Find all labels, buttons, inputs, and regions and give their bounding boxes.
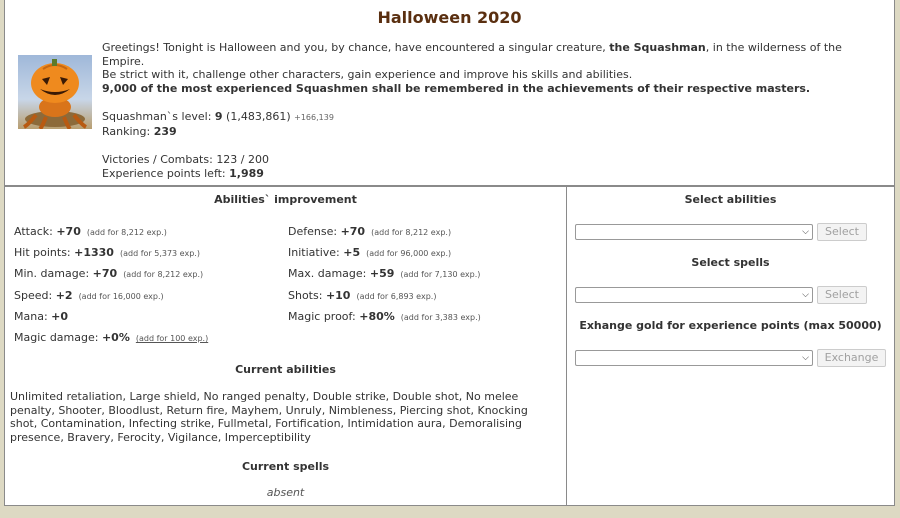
exchange-title: Exhange gold for experience points (max 50000) (579, 319, 882, 332)
chevron-down-icon: ⌵ (802, 227, 809, 237)
ability-defense: Defense: +70 (add for 8,212 exp.) (288, 225, 452, 238)
current-abilities-list: Unlimited retaliation, Large shield, No ranged penalty, Double strike, Double shot, No melee penalty, Shooter, Bloodlust, Return fire, Mayhem, Unruly, Nimbleness, Piercing shot, Knocking shot, Contamination, Infecting strike, Fullmetal, Fortification, Intimidation aura, Demoralising presence, Bravery, Ferocity, Vigilance, Imperceptibility (10, 390, 528, 444)
current-spells-value: absent (266, 486, 305, 499)
ability-shots: Shots: +10 (add for 6,893 exp.) (288, 289, 437, 302)
chevron-down-icon: ⌵ (802, 290, 809, 300)
chevron-down-icon: ⌵ (802, 353, 809, 363)
spacer (102, 139, 702, 153)
pumpkin-creature-icon (18, 55, 92, 129)
exp-left-row: Experience points left: 1,989 (102, 167, 264, 180)
squashman-avatar (18, 55, 92, 129)
abilities-panel (4, 186, 895, 506)
info-panel (4, 0, 895, 186)
ability-hit-points: Hit points: +1330 (add for 5,373 exp.) (14, 246, 200, 259)
actions-column (567, 187, 894, 505)
select-spell-button[interactable]: Select (817, 286, 867, 304)
ability-max-damage: Max. damage: +59 (add for 7,130 exp.) (288, 267, 481, 280)
intro-line-1: Greetings! Tonight is Halloween and you, by chance, have encountered a singular creature, the Squashman, in the wilderness of the Empire. (102, 41, 842, 68)
intro-text (102, 41, 882, 95)
ability-initiative: Initiative: +5 (add for 96,000 exp.) (288, 246, 452, 259)
spells-select[interactable] (575, 287, 813, 303)
creature-stats (102, 110, 702, 181)
ranking-row: Ranking: 239 (102, 125, 177, 138)
intro-line-2: Be strict with it, challenge other characters, gain experience and improve his skills and abilities. (102, 68, 633, 81)
ability-magic-proof: Magic proof: +80% (add for 3,383 exp.) (288, 310, 481, 323)
select-ability-button[interactable]: Select (817, 223, 867, 241)
exchange-select[interactable] (575, 350, 813, 366)
creature-name: the Squashman (609, 41, 706, 54)
abilities-select[interactable] (575, 224, 813, 240)
select-abilities-title: Select abilities (684, 193, 777, 206)
ability-min-damage: Min. damage: +70 (add for 8,212 exp.) (14, 267, 204, 280)
ability-magic-damage: Magic damage: +0% (add for 100 exp.) (14, 331, 209, 344)
magic-damage-add-link[interactable]: (add for 100 exp.) (135, 334, 209, 343)
ability-speed: Speed: +2 (add for 16,000 exp.) (14, 289, 164, 302)
level-row: Squashman`s level: 9 (1,483,861) +166,139 (102, 110, 334, 123)
abilities-improvement-title: Abilities` improvement (214, 193, 357, 206)
victories-row: Victories / Combats: 123 / 200 (102, 153, 270, 166)
intro-line-3: 9,000 of the most experienced Squashmen shall be remembered in the achievements of their respective masters. (102, 81, 811, 95)
ability-attack: Attack: +70 (add for 8,212 exp.) (14, 225, 167, 238)
select-spells-title: Select spells (691, 256, 770, 269)
page-title: Halloween 2020 (377, 8, 522, 27)
current-spells-title: Current spells (241, 460, 330, 473)
exchange-button[interactable]: Exchange (817, 349, 886, 367)
current-abilities-title: Current abilities (235, 363, 336, 376)
level-exp-delta: +166,139 (294, 113, 334, 122)
ability-mana: Mana: +0 (14, 310, 69, 323)
abilities-column (5, 187, 567, 505)
